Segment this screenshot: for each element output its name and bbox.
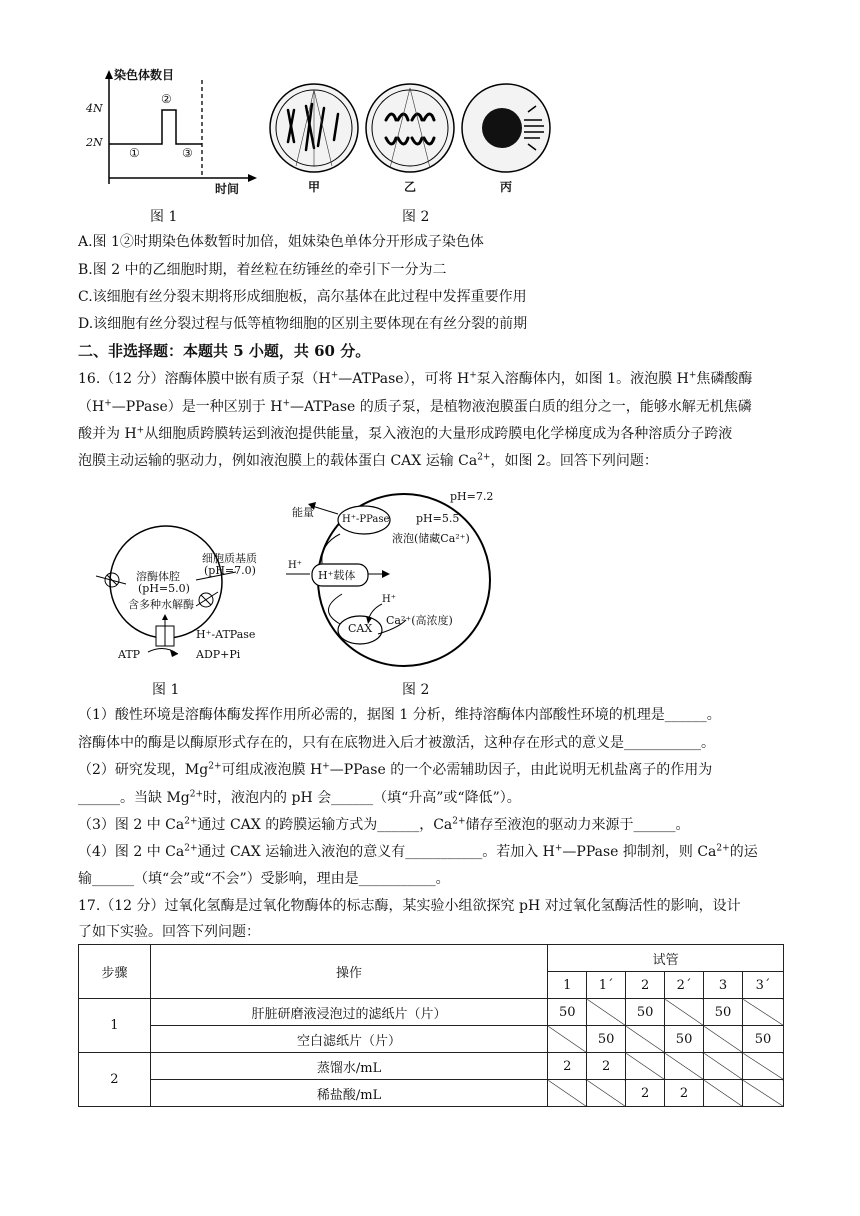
operation-cell: 稀盐酸/mL [150, 1080, 547, 1107]
option-c: C.该细胞有丝分裂末期将形成细胞板，高尔基体在此过程中发挥重要作用 [78, 289, 527, 305]
value-cell: 2 [665, 1080, 704, 1107]
value-cell: 50 [704, 999, 743, 1026]
empty-cell [665, 999, 704, 1026]
lysosome-label: 溶酶体腔 [136, 570, 180, 583]
cell-label-bing: 丙 [500, 180, 513, 194]
figure-caption: 图 1 [150, 209, 178, 225]
empty-cell [626, 1053, 665, 1080]
energy-label: 能量 [292, 506, 314, 519]
graph-p1: ① [129, 146, 140, 160]
value-cell: 50 [626, 999, 665, 1026]
value-cell: 50 [548, 999, 587, 1026]
empty-cell [548, 1080, 587, 1107]
atp-label: ATP [118, 648, 141, 661]
atpase-label: H⁺-ATPase [196, 628, 256, 641]
subq-1: （1）酸性环境是溶酶体酶发挥作用所必需的，据图 1 分析，维持溶酶体内部酸性环境的机理是______。 [78, 707, 721, 723]
cell-label-yi: 乙 [404, 180, 417, 194]
option-d: D.该细胞有丝分裂过程与低等植物细胞的区别主要体现在有丝分裂的前期 [78, 316, 528, 332]
value-cell: 2 [587, 1053, 626, 1080]
table-row [79, 999, 784, 1026]
q16-line: 16.（12 分）溶酶体膜中嵌有质子泵（H+—ATPase），可将 H+泵入溶酶体内，如图 1。液泡膜 H+焦磷酸酶 [78, 370, 753, 387]
empty-cell [665, 1053, 704, 1080]
header-step: 步骤 [79, 945, 151, 999]
value-cell: 2 [548, 1053, 587, 1080]
empty-cell [587, 1080, 626, 1107]
ph72-label: pH=7.2 [450, 490, 494, 503]
step-cell: 2 [79, 1053, 151, 1107]
graph-ylabel: 染色体数目 [114, 68, 175, 82]
graph-y2: 2N [86, 136, 103, 149]
carrier-label: H⁺载体 [318, 569, 356, 582]
table-row [79, 1053, 784, 1080]
vacuole-label: 液泡(储藏Ca²⁺) [392, 532, 470, 545]
cytoplasm-ph: (pH=7.0) [204, 564, 256, 577]
operation-cell: 肝脏研磨液浸泡过的滤纸片（片） [150, 999, 547, 1026]
empty-cell [587, 999, 626, 1026]
subq-4: （4）图 2 中 $Ca^{2+}$通过 CAX 运输进入液泡的意义有___________。若加入 H+—PPase 抑制剂，则 $Ca^{2+}$的运 [78, 843, 758, 860]
lysosome-ph: (pH=5.0) [138, 582, 190, 595]
subq-2-cont: ______。当缺 $Mg^{2+}$时，液泡内的 pH 会______（填“升高”或“降低”）。 [78, 789, 521, 806]
adp-label: ADP+Pi [196, 648, 241, 661]
q16-line: 泡膜主动运输的驱动力，例如液泡膜上的载体蛋白 CAX 运输 $Ca^{2+}$，如图 2。回答下列问题： [78, 452, 658, 469]
tube-number: 2´ [665, 972, 704, 999]
value-cell: 50 [743, 1026, 784, 1053]
ph55-label: pH=5.5 [416, 512, 460, 525]
cell-diagrams [266, 80, 556, 198]
empty-cell [704, 1053, 743, 1080]
graph-y4: 4N [86, 102, 103, 115]
subq-4-cont: 输______（填“会”或“不会”）受影响，理由是___________。 [78, 871, 450, 887]
empty-cell [743, 1080, 784, 1107]
option-b: B.图 2 中的乙细胞时期，着丝粒在纺锤丝的牵引下一分为二 [78, 262, 447, 278]
tube-number: 3 [704, 972, 743, 999]
operation-cell: 蒸馏水/mL [150, 1053, 547, 1080]
value-cell: 2 [626, 1080, 665, 1107]
q16-line: （H+—PPase）是一种区别于 H+—ATPase 的质子泵，是植物液泡膜蛋白质的组分之一，能够水解无机焦磷 [78, 398, 752, 415]
header-operation: 操作 [150, 945, 547, 999]
subq-1-cont: 溶酶体中的酶是以酶原形式存在的，只有在底物进入后才被激活，这种存在形式的意义是___________。 [78, 735, 715, 751]
tube-number: 3´ [743, 972, 784, 999]
cytoplasm-label: 细胞质基质 [202, 552, 257, 565]
table-row [79, 1080, 784, 1107]
q17-line: 了如下实验。回答下列问题： [78, 924, 260, 940]
subq-2: （2）研究发现，$Mg^{2+}$可组成液泡膜 H+—PPase 的一个必需辅助因子，由此说明无机盐离子的作用为 [78, 761, 713, 778]
value-cell: 50 [665, 1026, 704, 1053]
graph-p3: ③ [182, 146, 193, 160]
figure-caption: 图 2 [402, 682, 430, 698]
empty-cell [743, 999, 784, 1026]
cax-label: CAX [348, 622, 373, 635]
q17-line: 17.（12 分）过氧化氢酶是过氧化物酶体的标志酶，某实验小组欲探究 pH 对过氧化氢酶活性的影响，设计 [78, 898, 741, 914]
table-row [79, 1026, 784, 1053]
step-cell: 1 [79, 999, 151, 1053]
vacuole-diagram [282, 484, 502, 670]
h-plus-label: H⁺ [382, 594, 396, 605]
subq-3: （3）图 2 中 $Ca^{2+}$通过 CAX 的跨膜运输方式为______，$Ca^{2+}$储存至液泡的驱动力来源于______。 [78, 816, 690, 833]
tube-number: 1´ [587, 972, 626, 999]
option-a: A.图 1②时期染色体数暂时加倍，姐妹染色单体分开形成子染色体 [78, 234, 484, 250]
empty-cell [548, 1026, 587, 1053]
empty-cell [704, 1080, 743, 1107]
operation-cell: 空白滤纸片（片） [150, 1026, 547, 1053]
empty-cell [626, 1026, 665, 1053]
q16-line: 酸并为 H+从细胞质跨膜转运到液泡提供能量，泵入液泡的大量形成跨膜电化学梯度成为各种溶质分子跨液 [78, 425, 733, 442]
header-tube: 试管 [548, 945, 784, 972]
section-title: 二、非选择题：本题共 5 小题，共 60 分。 [78, 342, 371, 360]
empty-cell [743, 1053, 784, 1080]
chromosome-graph [82, 66, 262, 196]
figure-caption: 图 1 [152, 682, 180, 698]
graph-p2: ② [161, 92, 172, 106]
experiment-table [78, 944, 784, 1107]
tube-number: 2 [626, 972, 665, 999]
empty-cell [704, 1026, 743, 1053]
h-in-label: H⁺ [288, 560, 302, 571]
ppase-label: H⁺-PPase [342, 514, 390, 525]
value-cell: 50 [587, 1026, 626, 1053]
figure-caption: 图 2 [402, 209, 430, 225]
lysosome-diagram [96, 510, 286, 670]
graph-xlabel: 时间 [215, 182, 240, 196]
lysosome-enzymes: 含多种水解酶 [128, 598, 194, 611]
tube-number: 1 [548, 972, 587, 999]
cell-label-jia: 甲 [308, 180, 321, 194]
ca-label: Ca²⁺(高浓度) [386, 614, 453, 627]
